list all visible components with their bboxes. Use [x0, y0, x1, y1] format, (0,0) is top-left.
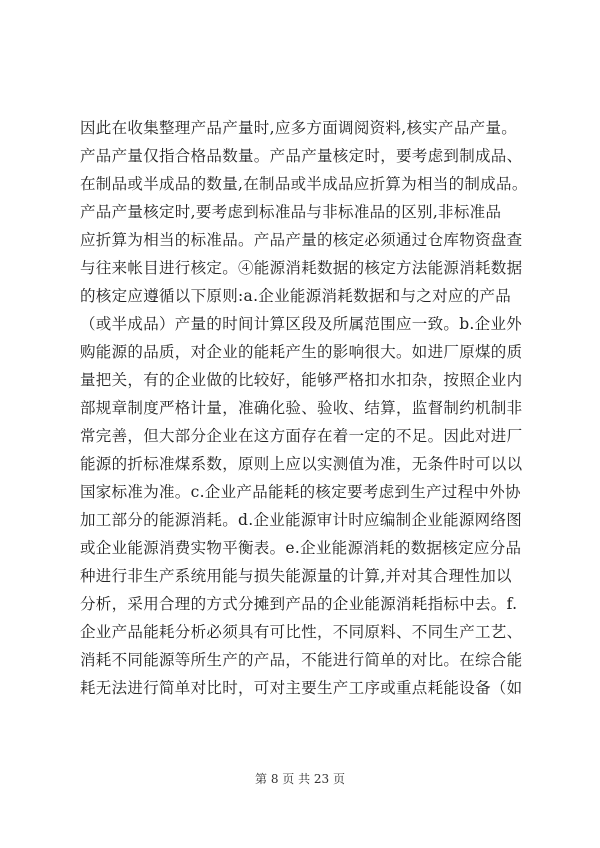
- text-line: 量把关，有的企业做的比较好，能够严格扣水扣杂，按照企业内: [80, 371, 523, 389]
- text-line: 国家标准为准。c.企业产品能耗的核定要考虑到生产过程中外协: [80, 483, 521, 501]
- text-line: 购能源的品质，对企业的能耗产生的影响很大。如进厂原煤的质: [80, 343, 523, 361]
- text-line: 种进行非生产系统用能与损失能源量的计算,并对其合理性加以: [80, 567, 512, 585]
- text-line: 常完善，但大部分企业在这方面存在着一定的不足。因此对进厂: [80, 427, 523, 445]
- text-line: 或企业能源消费实物平衡表。e.企业能源消耗的数据核定应分品: [80, 539, 522, 557]
- body-text: [80, 114, 530, 702]
- text-line: 部规章制度严格计量，准确化验、验收、结算，监督制约机制非: [80, 399, 523, 417]
- text-line: 分析，采用合理的方式分摊到产品的企业能源消耗指标中去。f.: [80, 595, 518, 613]
- text-line: 的核定应遵循以下原则:a.企业能源消耗数据和与之对应的产品: [80, 287, 512, 305]
- text-line: 因此在收集整理产品产量时,应多方面调阅资料,核实产品产量。: [80, 119, 518, 137]
- text-line: 与往来帐目进行核定。④能源消耗数据的核定方法能源消耗数据: [80, 259, 523, 277]
- text-line: 产品产量仅指合格品数量。产品产量核定时，要考虑到制成品、: [80, 147, 523, 165]
- text-line: 消耗不同能源等所生产的产品，不能进行简单的对比。在综合能: [80, 651, 523, 669]
- text-line: 能源的折标准煤系数，原则上应以实测值为准，无条件时可以以: [80, 455, 523, 473]
- page-footer: [0, 770, 600, 787]
- text-line: 耗无法进行简单对比时，可对主要生产工序或重点耗能设备（如: [80, 679, 523, 697]
- text-line: （或半成品）产量的时间计算区段及所属范围应一致。b.企业外: [80, 315, 523, 333]
- text-line: 应折算为相当的标准品。产品产量的核定必须通过仓库物资盘查: [80, 231, 523, 249]
- text-line: 加工部分的能源消耗。d.企业能源审计时应编制企业能源网络图: [80, 511, 523, 529]
- text-line: 在制品或半成品的数量,在制品或半成品应折算为相当的制成品。: [80, 175, 528, 193]
- text-line: 产品产量核定时,要考虑到标准品与非标准品的区别,非标准品: [80, 203, 502, 221]
- page-number-label: 第 8 页 共 23 页: [255, 772, 345, 786]
- text-line: 企业产品能耗分析必须具有可比性，不同原料、不同生产工艺、: [80, 623, 523, 641]
